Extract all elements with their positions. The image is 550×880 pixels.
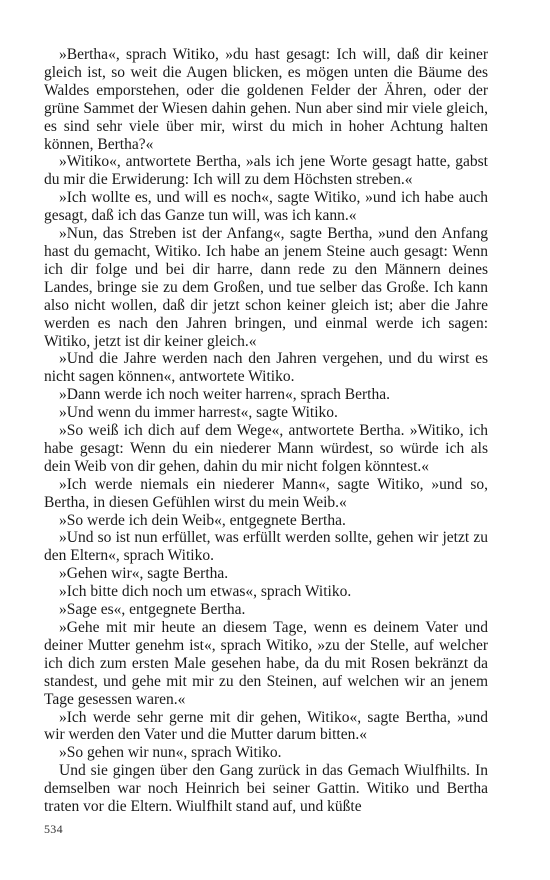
page-body xyxy=(44,46,488,816)
paragraph: »Und wenn du immer harrest«, sagte Witiko. xyxy=(59,404,338,422)
paragraph: »Sage es«, entgegnete Bertha. xyxy=(59,601,246,619)
paragraph: »Nun, das Streben ist der Anfang«, sagte Bertha, »und den Anfang hast du gemacht, Witiko. Ich habe an jenem Steine auch gesagt: Wenn ich dir folge und bei dir harre, dann rede zu den Männern deines Landes, bringe sie zu dem Großen, und tue selber das Große. Ich kann also nicht wollen, daß dir jetzt schon keiner gleich ist; aber die Jahre werden es nach den Jahren bringen, und einmal werde ich sagen: Witiko, jetzt ist dir keiner gleich.« xyxy=(44,225,488,350)
paragraph: »Dann werde ich noch weiter harren«, sprach Bertha. xyxy=(59,386,390,404)
paragraph: »Ich werde niemals ein niederer Mann«, sagte Witiko, »und so, Bertha, in diesen Gefühlen wirst du mein Weib.« xyxy=(44,475,488,511)
paragraph: »Bertha«, sprach Witiko, »du hast gesagt: Ich will, daß dir keiner gleich ist, so weit die Augen blicken, es mögen unten die Bäume des Waldes emporstehen, oder die goldenen Felder der Ähren, oder der grüne Sammet der Wiesen dahin gehen. Nun aber sind mir viele gleich, es sind sehr viele über mir, wirst du mich in hoher Achtung halten können, Bertha?« xyxy=(44,46,488,153)
paragraph: »Und so ist nun erfüllet, was erfüllt werden sollte, gehen wir jetzt zu den Eltern«, sprach Witiko. xyxy=(44,529,488,565)
paragraph: »Gehe mit mir heute an diesem Tage, wenn es deinem Vater und deiner Mutter genehm ist«, sprach Witiko, »zu der Stelle, auf welcher ich dich zum ersten Male gesehen habe, da du mit Rosen bekränzt da standest, und gehe mit mir zu den Steinen, auf welchen wir an jenem Tage gesessen waren.« xyxy=(44,619,488,708)
paragraph: »Ich bitte dich noch um etwas«, sprach Witiko. xyxy=(59,583,352,601)
paragraph: »Witiko«, antwortete Bertha, »als ich jene Worte gesagt hatte, gabst du mir die Erwiderung: Ich will zu dem Höchsten streben.« xyxy=(44,153,488,189)
paragraph: »Und die Jahre werden nach den Jahren vergehen, und du wirst es nicht sagen können«, antwortete Witiko. xyxy=(44,350,488,386)
paragraph: »So weiß ich dich auf dem Wege«, antwortete Bertha. »Witiko, ich habe gesagt: Wenn du ein niederer Mann würdest, so würde ich als dein Weib von dir gehen, dahin du mir nicht folgen könntest.« xyxy=(44,422,488,475)
paragraph: »Gehen wir«, sagte Bertha. xyxy=(59,565,229,583)
page-number: 534 xyxy=(44,822,63,836)
paragraph: Und sie gingen über den Gang zurück in das Gemach Wiulfhilts. In demselben war noch Heinrich bei seiner Gattin. Witiko und Bertha traten vor die Eltern. Wiulfhilt stand auf, und küßte xyxy=(44,762,488,816)
paragraph: »So werde ich dein Weib«, entgegnete Bertha. xyxy=(59,511,346,529)
paragraph: »Ich werde sehr gerne mit dir gehen, Witiko«, sagte Bertha, »und wir werden den Vater und die Mutter darum bitten.« xyxy=(44,708,488,744)
paragraph: »Ich wollte es, und will es noch«, sagte Witiko, »und ich habe auch gesagt, daß ich das Ganze tun will, was ich kann.« xyxy=(44,189,488,225)
paragraph: »So gehen wir nun«, sprach Witiko. xyxy=(59,744,282,762)
